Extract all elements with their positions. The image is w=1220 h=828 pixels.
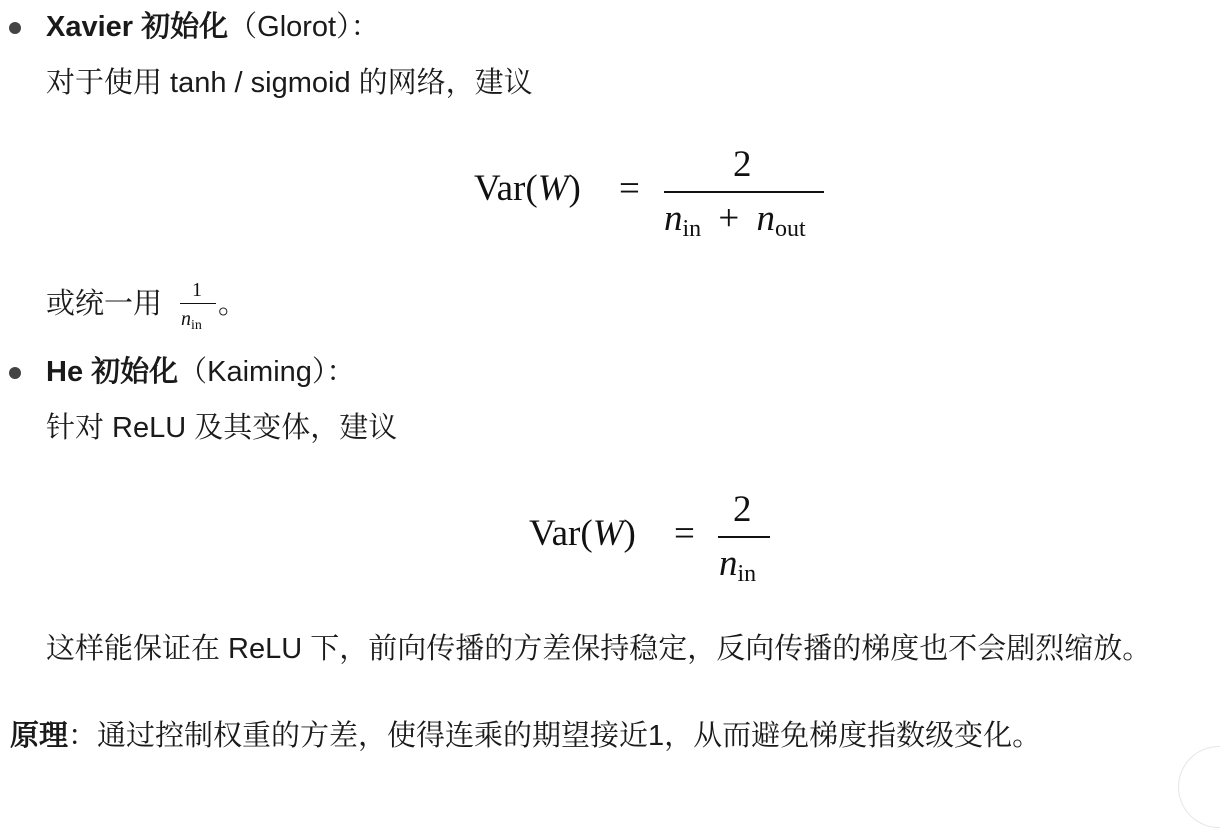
xavier-den-n1: n — [664, 198, 683, 239]
xavier-alt-suffix: 。 — [218, 288, 248, 320]
xavier-lhs-w: W — [537, 168, 569, 209]
he-heading — [46, 358, 355, 387]
he-lhs-var: Var — [529, 513, 581, 554]
xavier-den-plus: + — [718, 198, 740, 239]
alt-den-sub: in — [191, 318, 202, 333]
he-equals: = — [674, 513, 695, 554]
he-den-sub: in — [737, 561, 757, 587]
bullet-xavier — [9, 22, 21, 34]
principle-line — [10, 722, 1041, 751]
he-note: 这样能保证在 ReLU 下，前向传播的方差保持稳定，反向传播的梯度也不会剧烈缩放。 — [46, 633, 1152, 665]
xavier-lhs-open: ( — [525, 168, 538, 209]
xavier-alias: （Glorot）： — [228, 11, 380, 43]
alt-den-n: n — [181, 308, 191, 330]
alt-den — [181, 308, 202, 333]
xavier-name: Xavier 初始化 — [46, 11, 229, 43]
xavier-alt-prefix: 或统一用 — [46, 288, 163, 320]
principle-label: 原理 — [10, 720, 69, 752]
xavier-lhs-close: ) — [568, 168, 581, 209]
he-denominator — [719, 543, 757, 587]
alt-num: 1 — [192, 279, 202, 301]
xavier-heading — [46, 13, 380, 42]
principle-text: ：通过控制权重的方差，使得连乘的期望接近1，从而避免梯度指数级变化。 — [68, 720, 1042, 752]
he-lhs-w: W — [592, 513, 624, 554]
xavier-denominator — [664, 198, 806, 242]
he-lhs — [529, 515, 636, 552]
corner-decoration — [1178, 746, 1220, 828]
he-fraction-bar — [718, 536, 770, 538]
xavier-intro: 对于使用 tanh / sigmoid 的网络，建议 — [46, 67, 533, 99]
bullet-he — [9, 367, 21, 379]
xavier-lhs — [474, 170, 581, 207]
he-name: He 初始化 — [46, 356, 179, 388]
xavier-den-sub2: out — [775, 216, 806, 242]
he-numerator: 2 — [733, 489, 752, 530]
xavier-lhs-var: Var — [474, 168, 526, 209]
he-den-n: n — [719, 543, 738, 584]
xavier-numerator: 2 — [733, 144, 752, 185]
he-lhs-close: ) — [623, 513, 636, 554]
he-intro: 针对 ReLU 及其变体，建议 — [46, 412, 398, 444]
xavier-den-n2: n — [756, 198, 776, 239]
he-lhs-open: ( — [580, 513, 593, 554]
xavier-den-sub1: in — [682, 216, 702, 242]
xavier-equals: = — [619, 168, 640, 209]
he-alias: （Kaiming）： — [178, 356, 356, 388]
alt-fraction-bar — [180, 303, 216, 304]
xavier-fraction-bar — [664, 191, 824, 193]
